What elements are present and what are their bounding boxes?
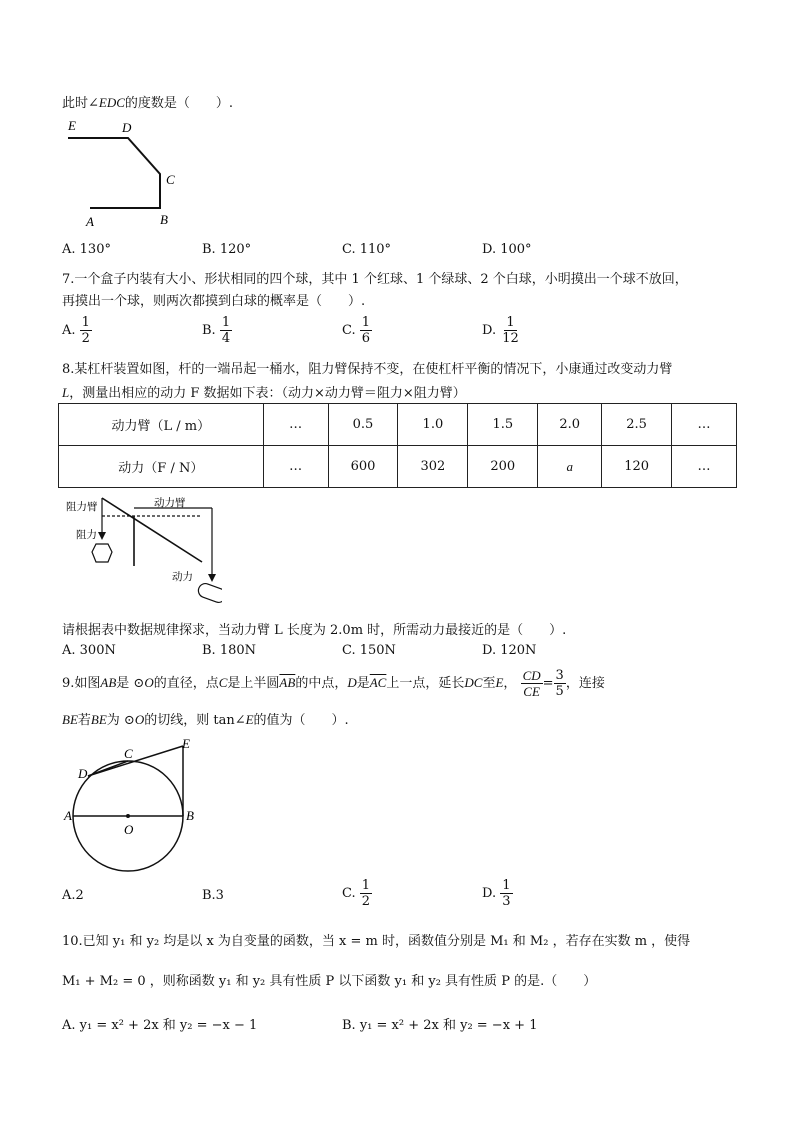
q8-var-l: L	[62, 385, 70, 400]
q9-eq: =	[542, 676, 554, 691]
q7-a-prefix: A.	[62, 323, 76, 338]
q9-pt-d: D	[347, 675, 357, 690]
q10-line1: 10.已知 y₁ 和 y₂ 均是以 x 为自变量的函数，当 x = m 时，函数值分别是 M₁ 和 M₂ ，若存在实数 m ，使得	[62, 934, 691, 949]
q9-seg-dc: DC	[464, 675, 483, 690]
q8-resist-arrow	[98, 532, 106, 540]
q8-label-power-arm: 动力臂	[154, 498, 186, 509]
table-row-force	[59, 446, 737, 488]
q9-t: 的切线，则 tan	[144, 713, 235, 728]
q8-option-c[interactable]: C. 150N	[342, 643, 396, 658]
q9-pt-o2: O	[134, 712, 145, 727]
q6-stem-pre: 此时	[62, 96, 89, 111]
q6-figure	[62, 112, 180, 232]
q9-t: 是	[356, 676, 370, 691]
q8-bucket-icon	[92, 544, 112, 562]
q9-option-d[interactable]	[482, 878, 513, 909]
q7-option-b[interactable]	[202, 315, 232, 346]
q6-option-b[interactable]: B. 120°	[202, 242, 252, 257]
q9-c-num: 1	[361, 878, 371, 893]
q9-frac2-num: 3	[555, 668, 564, 683]
q9-option-b[interactable]: B.3	[202, 888, 224, 903]
q7-line1: 7.一个盒子内装有大小、形状相同的四个球，其中 1 个红球、1 个绿球、2 个白球，小明摸出一个球不放回，	[62, 272, 688, 287]
q9-t: 的直径，点	[153, 676, 219, 691]
table-cell: 1.0	[398, 404, 468, 446]
table-cell: 2.5	[602, 404, 672, 446]
q8-line2-rest: ，测量出相应的动力 F 数据如下表：（动力×动力臂＝阻力×阻力臂）	[69, 386, 466, 401]
q9-t: 至	[482, 676, 496, 691]
table-cell: 200	[468, 446, 538, 488]
table-cell: 动力（F / N）	[59, 446, 264, 488]
q9-center-dot	[126, 814, 130, 818]
q7-b-prefix: B.	[202, 323, 216, 338]
q9-d-prefix: D.	[482, 886, 497, 901]
q9-d-num: 1	[502, 878, 511, 893]
table-cell: 600	[328, 446, 398, 488]
q9-t: 的值为（ ）.	[253, 713, 349, 728]
q10-option-a[interactable]: A. y₁ = x² + 2x 和 y₂ = −x − 1	[62, 1018, 258, 1033]
q6-polyline	[68, 138, 160, 208]
q6-angle: ∠EDC	[88, 95, 125, 110]
table-cell: 302	[398, 446, 468, 488]
table-cell it: a	[538, 446, 602, 488]
q8-label-resistance: 阻力	[76, 530, 97, 541]
q9-seg-be: BE	[62, 712, 78, 727]
q9-t: 为 ⊙	[106, 713, 135, 728]
q7-c-den: 6	[361, 331, 371, 346]
q6-label-d: D	[122, 120, 132, 135]
q9-c-prefix: C.	[342, 886, 356, 901]
q8-option-b[interactable]: B. 180N	[202, 643, 257, 658]
q9-d-den: 3	[502, 894, 511, 909]
q7-option-a[interactable]	[62, 315, 92, 346]
q10-line2: M₁ + M₂ = 0 ，则称函数 y₁ 和 y₂ 具有性质 P 以下函数 y₁ 和 y₂ 具有性质 P 的是.（ ）	[62, 974, 597, 989]
q9-t: 是 ⊙	[116, 676, 145, 691]
q6-option-a[interactable]: A. 130°	[62, 242, 111, 257]
q7-a-num: 1	[81, 315, 90, 330]
table-cell: 120	[602, 446, 672, 488]
q8-question: 请根据表中数据规律探求，当动力臂 L 长度为 2.0m 时，所需动力最接近的是（ ）.	[62, 623, 567, 638]
q9-t: 是上半圆	[227, 676, 280, 691]
q8-data-table	[58, 403, 737, 488]
q9-t: 9.如图	[62, 676, 101, 691]
q9-label-d: D	[78, 766, 88, 781]
q9-option-c[interactable]	[342, 878, 372, 909]
q9-label-e: E	[182, 736, 190, 751]
q9-line-de	[88, 746, 183, 776]
q6-option-d[interactable]: D. 100°	[482, 242, 532, 257]
q9-line2	[62, 709, 349, 728]
q9-chord-dc	[88, 761, 128, 776]
q10-option-b[interactable]: B. y₁ = x² + 2x 和 y₂ = −x + 1	[342, 1018, 538, 1033]
table-row-arm	[59, 404, 737, 446]
q9-frac2-den: 5	[555, 684, 564, 699]
q7-a-den: 2	[81, 331, 90, 346]
q9-seg-be2: BE	[90, 712, 107, 727]
q8-lever-figure	[62, 494, 222, 612]
q9-t: ，连接	[565, 676, 605, 691]
q9-pt-c: C	[218, 675, 228, 690]
q9-label-c: C	[124, 746, 133, 761]
q8-weight-icon	[196, 582, 222, 605]
q9-t: 的中点，	[295, 676, 348, 691]
q9-option-a[interactable]: A.2	[62, 888, 84, 903]
q7-option-c[interactable]	[342, 315, 372, 346]
q7-line2: 再摸出一个球，则两次都摸到白球的概率是（ ）.	[62, 294, 366, 309]
q6-label-e: E	[68, 118, 76, 133]
q7-b-den: 4	[221, 331, 231, 346]
q9-seg-ab: AB	[100, 675, 117, 690]
q7-d-den: 12	[502, 331, 519, 346]
q9-label-b: B	[186, 808, 194, 823]
q9-label-o: O	[124, 822, 134, 837]
q7-c-num: 1	[361, 315, 371, 330]
q8-line1: 8.某杠杆装置如图，杆的一端吊起一桶水，阻力臂保持不变，在使杠杆平衡的情况下，小康通过改变动力臂	[62, 362, 673, 377]
q8-option-d[interactable]: D. 120N	[482, 643, 537, 658]
q7-b-num: 1	[221, 315, 231, 330]
q6-option-c[interactable]: C. 110°	[342, 242, 392, 257]
q9-frac-den: CE	[523, 684, 540, 699]
q6-label-b: B	[160, 212, 168, 227]
q9-circle-figure	[62, 734, 202, 874]
q6-label-a: A	[86, 214, 94, 229]
q9-t: 上一点，延长	[386, 676, 465, 691]
q9-t: 若	[77, 713, 91, 728]
q6-stem	[62, 92, 233, 111]
table-cell: 动力臂（L / m）	[59, 404, 264, 446]
q7-option-d[interactable]	[482, 315, 521, 346]
table-cell: 1.5	[468, 404, 538, 446]
q8-label-power: 动力	[172, 572, 193, 583]
q8-label-resist-arm: 阻力臂	[66, 502, 98, 513]
table-cell: …	[263, 446, 328, 488]
table-cell: …	[263, 404, 328, 446]
table-cell: …	[672, 404, 737, 446]
q7-c-prefix: C.	[342, 323, 356, 338]
q9-label-a: A	[64, 808, 72, 823]
table-cell: …	[672, 446, 737, 488]
q9-pt-e: E	[495, 675, 504, 690]
q7-d-prefix: D.	[482, 323, 497, 338]
q8-power-arrow	[208, 574, 216, 582]
q8-option-a[interactable]: A. 300N	[62, 643, 116, 658]
q9-arc-ac: $\overline{AC}$	[369, 675, 387, 690]
table-cell: 0.5	[328, 404, 398, 446]
q9-t: ，	[503, 676, 517, 691]
q9-c-den: 2	[361, 894, 371, 909]
table-cell: 2.0	[538, 404, 602, 446]
q6-stem-post: 的度数是（ ）.	[124, 96, 234, 111]
q9-frac-num: CD	[522, 668, 541, 683]
q9-line1	[62, 667, 605, 700]
q6-label-c: C	[166, 172, 175, 187]
q9-arc-ab: $\overline{AB}$	[279, 675, 296, 690]
q9-angle-e: ∠E	[234, 712, 254, 727]
q8-line2	[62, 382, 466, 401]
q9-pt-o: O	[144, 675, 154, 690]
q7-d-num: 1	[506, 315, 515, 330]
